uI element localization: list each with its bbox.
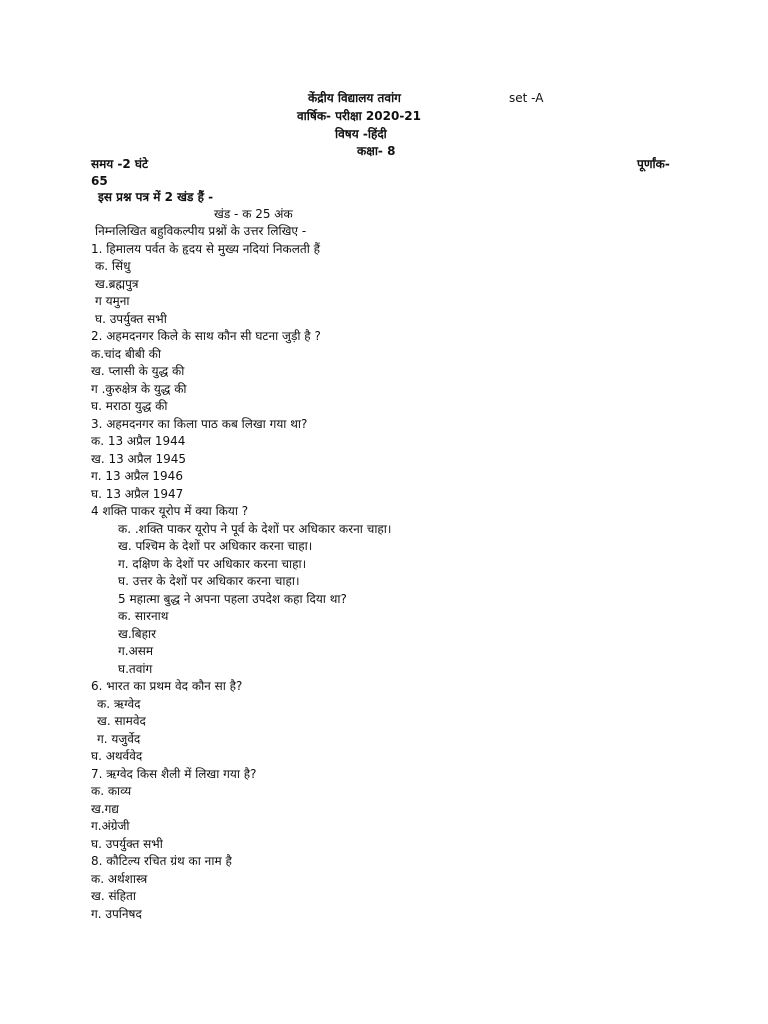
option-item: ग.असम (118, 644, 154, 658)
class-label: कक्षा- 8 (357, 144, 396, 158)
question-text: 7. ऋग्वेद किस शैली में लिखा गया है? (91, 767, 257, 781)
option-item: ख. प्लासी के युद्ध की (91, 364, 185, 378)
option-item: ग .कुरुक्षेत्र के युद्ध की (91, 382, 187, 396)
option-item: ग.अंग्रेजी (91, 819, 130, 833)
option-item: क. ऋग्वेद (97, 697, 141, 711)
option-item: क. काव्य (91, 784, 132, 798)
option-item: घ. 13 अप्रैल 1947 (91, 487, 184, 501)
option-item: ग. यजुर्वेद (97, 732, 141, 746)
option-item: ख. 13 अप्रैल 1945 (91, 452, 187, 466)
exam-title: वार्षिक- परीक्षा 2020-21 (297, 109, 421, 123)
option-item: घ. उपर्युक्त सभी (91, 837, 163, 851)
option-item: ख.गद्य (91, 802, 119, 816)
option-item: घ. अथर्ववेद (91, 749, 143, 763)
question-text: 2. अहमदनगर किले के साथ कौन सी घटना जुड़ी है ? (91, 329, 321, 343)
question-text: 5 महात्मा बुद्ध ने अपना पहला उपदेश कहा दिया था? (118, 592, 347, 606)
option-item: घ. मराठा युद्ध की (91, 399, 168, 413)
subject-label: विषय -हिंदी (335, 127, 387, 141)
question-text: 1. हिमालय पर्वत के हृदय से मुख्य नदियां निकलती हैं (91, 242, 321, 256)
set-label: set -A (509, 91, 544, 105)
option-item: क. 13 अप्रैल 1944 (91, 434, 186, 448)
question-text: 4 शक्ति पाकर यूरोप में क्या किया ? (91, 504, 249, 518)
section-title: खंड - क 25 अंक (214, 207, 293, 221)
option-item: क.चांद बीबी की (91, 347, 162, 361)
option-item: क. सारनाथ (118, 609, 169, 623)
school-name: केंद्रीय विद्यालय तवांग (308, 91, 401, 105)
option-item: ख. सामवेद (97, 714, 146, 728)
max-marks-value: 65 (91, 174, 108, 188)
option-item: घ. उत्तर के देशों पर अधिकार करना चाहा। (118, 574, 300, 588)
question-text: 3. अहमदनगर का किला पाठ कब लिखा गया था? (91, 417, 308, 431)
option-item: ख.ब्रह्मपुत्र (95, 277, 139, 291)
option-item: ग. उपनिषद (91, 907, 142, 921)
option-item: घ.तवांग (118, 662, 153, 676)
option-item: ग. दक्षिण के देशों पर अधिकार करना चाहा। (118, 557, 307, 571)
option-item: क. अर्थशास्त्र (91, 872, 148, 886)
option-item: क. सिंधु (95, 259, 131, 273)
question-text: 8. कौटिल्य रचित ग्रंथ का नाम है (91, 854, 232, 868)
instruction-text: निम्नलिखित बहुविकल्पीय प्रश्नों के उत्तर लिखिए - (95, 224, 307, 238)
option-item: क. .शक्ति पाकर यूरोप ने पूर्व के देशों पर अधिकार करना चाहा। (118, 522, 392, 536)
option-item: ख. संहिता (91, 889, 136, 903)
option-item: ख.बिहार (118, 627, 156, 641)
question-text: 6. भारत का प्रथम वेद कौन सा है? (91, 679, 243, 693)
option-item: ग यमुना (95, 294, 130, 308)
option-item: ग. 13 अप्रैल 1946 (91, 469, 183, 483)
option-item: घ. उपर्युक्त सभी (95, 312, 167, 326)
time-label: समय -2 घंटे (91, 157, 149, 171)
max-marks-label: पूर्णांक- (637, 157, 670, 171)
option-item: ख. पश्चिम के देशों पर अधिकार करना चाहा। (118, 539, 313, 553)
sections-note: इस प्रश्न पत्र में 2 खंड हैं - (98, 190, 214, 204)
